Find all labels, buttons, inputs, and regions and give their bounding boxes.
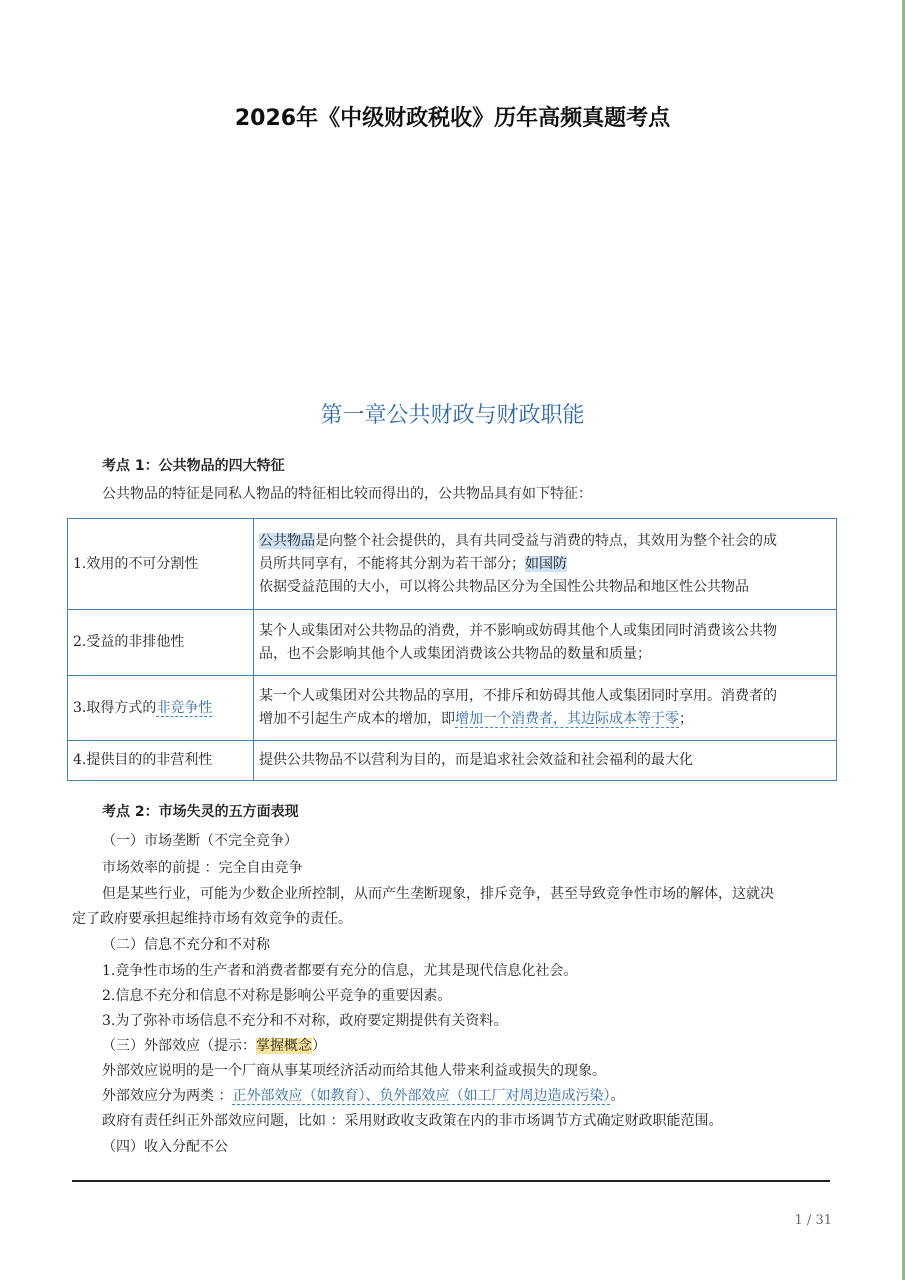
paragraph-line: 外部效应分为两类 ：正外部效应（如教育）、负外部效应（如工厂对周边造成污染）。 <box>102 1088 625 1104</box>
dashed-highlight: 非竞争性 <box>156 699 213 716</box>
page-number: 1 / 31 <box>794 1213 832 1228</box>
table-row <box>68 610 837 676</box>
table-row <box>68 741 837 781</box>
dashed-highlight: 增加一个消费者，其边际成本等于零 <box>455 711 679 727</box>
feature-name: 4.提供目的的非营利性 <box>68 741 254 781</box>
dashed-highlight: 正外部效应（如教育）、负外部效应（如工厂对周边造成污染） <box>232 1088 611 1104</box>
paragraph-line: 3.为了弥补市场信息不充分和不对称，政府要定期提供有关资料。 <box>102 1013 508 1029</box>
highlighted-hint: 掌握概念 <box>256 1038 312 1054</box>
point1-heading: 考点 1：公共物品的四大特征 <box>102 458 285 474</box>
paragraph-line: 市场效率的前提 ：完全自由竞争 <box>102 860 303 876</box>
point1-intro: 公共物品的特征是同私人物品的特征相比较而得出的，公共物品具有如下特征： <box>102 486 592 502</box>
feature-description: 公共物品是向整个社会提供的，具有共同受益与消费的特点，其效用为整个社会的成 员所共同享有，不能将其分割为若干部分；如国防 依据受益范围的大小，可以将公共物品区分为全国性公共物品和地区性公共物品 <box>254 519 837 610</box>
feature-name: 3.取得方式的非竞争性 <box>68 676 254 741</box>
paragraph-line: 定了政府要承担起维持市场有效竞争的责任。 <box>72 911 352 927</box>
section-title: （一）市场垄断（不完全竞争） <box>102 833 298 849</box>
table-row <box>68 519 837 610</box>
paragraph-line: 但是某些行业，可能为少数企业所控制，从而产生垄断现象，排斥竞争，甚至导致竞争性市场的解体，这就决 <box>102 886 774 902</box>
document-title: 2026年《中级财政税收》历年高频真题考点 <box>234 106 671 131</box>
paragraph-line: 政府有责任纠正外部效应问题，比如 ：采用财政收支政策在内的非市场调节方式确定财政职能范围。 <box>102 1113 723 1129</box>
chapter-title: 第一章公共财政与财政职能 <box>320 403 585 428</box>
feature-name: 1.效用的不可分割性 <box>68 519 254 610</box>
paragraph-line: 1.竞争性市场的生产者和消费者都要有充分的信息，尤其是现代信息化社会。 <box>102 963 578 979</box>
section-title: （二）信息不充分和不对称 <box>102 937 270 953</box>
section-title: （三）外部效应（提示：掌握概念） <box>102 1038 326 1054</box>
paragraph-line: 2.信息不充分和信息不对称是影响公平竞争的重要因素。 <box>102 988 452 1004</box>
public-goods-features-table <box>67 518 837 781</box>
feature-description: 某个人或集团对公共物品的消费，并不影响或妨碍其他个人或集团同时消费该公共物 品，也不会影响其他个人或集团消费该公共物品的数量和质量； <box>254 610 837 676</box>
paragraph-line: 外部效应说明的是一个厂商从事某项经济活动而给其他人带来利益或损失的现象。 <box>102 1063 606 1079</box>
highlighted-example: 如国防 <box>525 555 567 572</box>
table-row <box>68 676 837 741</box>
footer-divider <box>72 1180 830 1182</box>
feature-name: 2.受益的非排他性 <box>68 610 254 676</box>
feature-description: 某一个人或集团对公共物品的享用，不排斥和妨碍其他人或集团同时享用。消费者的 增加不引起生产成本的增加，即增加一个消费者，其边际成本等于零； <box>254 676 837 741</box>
section-title: （四）收入分配不公 <box>102 1139 228 1155</box>
highlighted-term: 公共物品 <box>259 532 315 549</box>
feature-description: 提供公共物品不以营利为目的，而是追求社会效益和社会福利的最大化 <box>254 741 837 781</box>
point2-heading: 考点 2：市场失灵的五方面表现 <box>102 804 299 820</box>
